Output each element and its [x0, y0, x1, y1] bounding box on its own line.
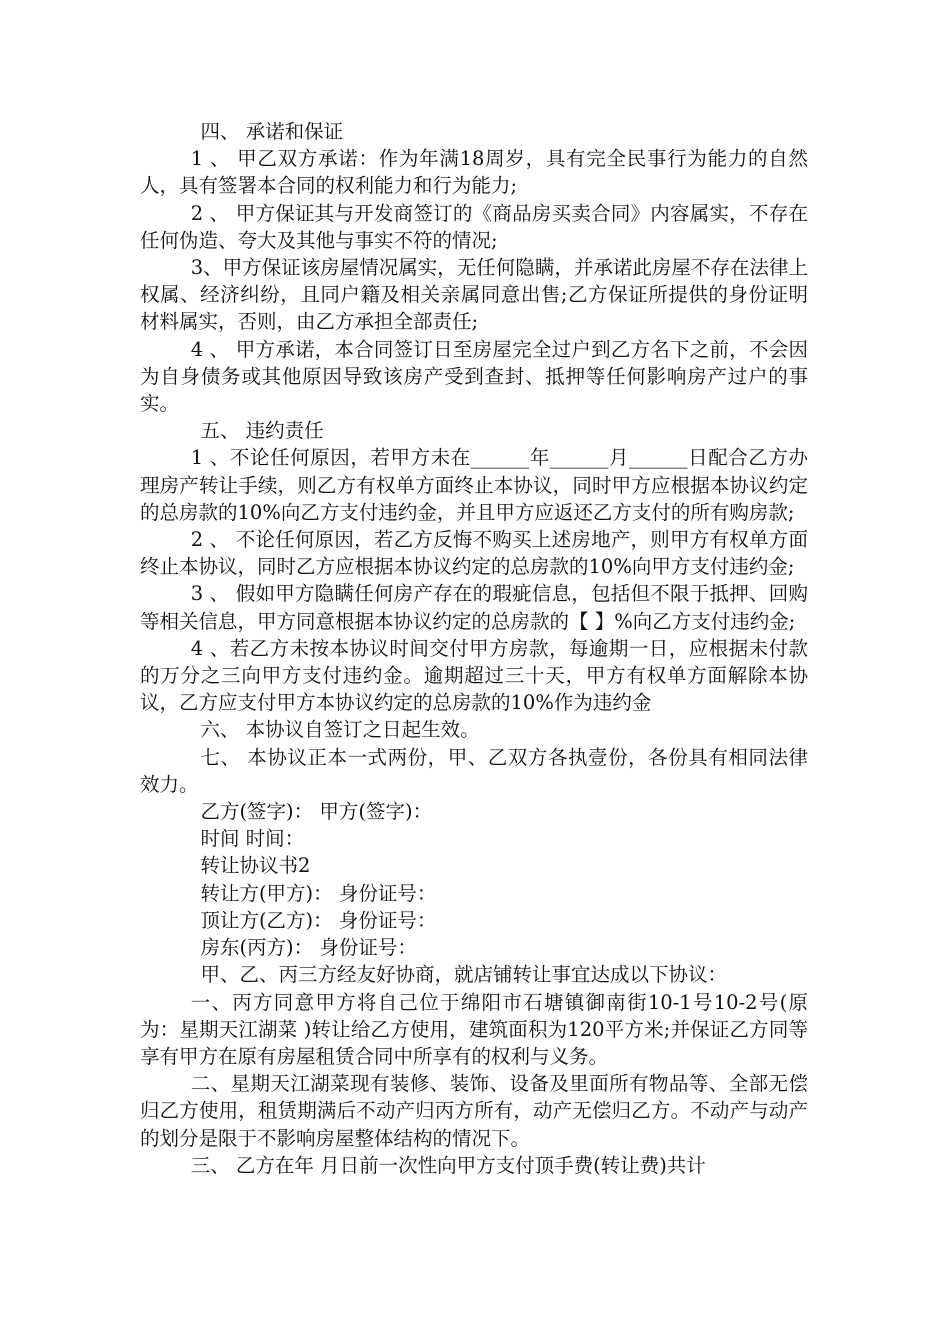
document-body — [140, 118, 808, 1179]
clause-4-4: 4 、 甲方承诺，本合同签订日至房屋完全过户到乙方名下之前，不会因为自身债务或其他原因导致该房产受到查封、抵押等任何影响房产过户的事实。 — [140, 337, 808, 416]
section-heading-4: 四、 承诺和保证 — [200, 120, 344, 143]
clause-4-1: 1 、 甲乙双方承诺：作为年满18周岁，具有完全民事行为能力的自然人，具有签署本合同的权利能力和行为能力; — [140, 147, 808, 198]
signature-line: 乙方(签字)： 甲方(签字)： — [200, 800, 433, 824]
clause-5-3: 3 、 假如甲方隐瞒任何房产存在的瑕疵信息，包括但不限于抵押、回购等相关信息，甲方同意根据本协议约定的总房款的【 】%向乙方支付违约金; — [140, 582, 808, 633]
preamble: 甲、乙、丙三方经友好协商，就店铺转让事宜达成以下协议： — [200, 963, 727, 987]
section-heading-7: 七、 本协议正本一式两份，甲、乙双方各执壹份，各份具有相同法律效力。 — [140, 745, 808, 796]
date-line: 时间 时间： — [200, 827, 305, 851]
clause-5-1: 1 、不论任何原因，若甲方未在______年______月______日配合乙方办理房产转让手续，则乙方有权单方面终止本协议，同时甲方应根据本协议约定的总房款的10%向乙方支付违约金，并且甲方应返还乙方支付的所有购房款; — [140, 446, 808, 524]
section-heading-5: 五、 违约责任 — [200, 419, 324, 443]
section-heading-6: 六、 本协议自签订之日起生效。 — [200, 718, 480, 742]
clause-4-2: 2 、 甲方保证其与开发商签订的《商品房买卖合同》内容属实，不存在任何伪造、夸大及其他与事实不符的情况; — [140, 201, 808, 252]
party-b-line: 顶让方(乙方)： 身份证号： — [200, 908, 437, 932]
article-2: 二、星期天江湖菜现有装修、装饰、设备及里面所有物品等、全部无偿归乙方使用，租赁期满后不动产归丙方所有，动产无偿归乙方。不动产与动产的划分是限于不影响房屋整体结构的情况下。 — [140, 1072, 808, 1150]
clause-5-4: 4 、若乙方未按本协议时间交付甲方房款，每逾期一日，应根据未付款的万分之三向甲方支付违约金。逾期超过三十天，甲方有权单方面解除本协议，乙方应支付甲方本协议约定的总房款的10%作为违约金 — [140, 636, 808, 715]
article-3: 三、 乙方在年 月日前一次性向甲方支付顶手费(转让费)共计 — [190, 1153, 706, 1177]
agreement-title-2: 转让协议书2 — [200, 854, 311, 878]
article-1: 一、丙方同意甲方将自己位于绵阳市石塘镇御南街10-1号10-2号(原为：星期天江湖菜 )转让给乙方使用，建筑面积为120平方米;并保证乙方同等享有甲方在原有房屋租赁合同中所享有的权利与义务。 — [140, 990, 808, 1068]
clause-5-2: 2 、 不论任何原因，若乙方反悔不购买上述房地产，则甲方有权单方面终止本协议，同时乙方应根据本协议约定的总房款的10%向甲方支付违约金; — [140, 528, 808, 579]
party-c-line: 房东(丙方)： 身份证号： — [200, 936, 417, 960]
clause-4-3: 3、甲方保证该房屋情况属实，无任何隐瞒，并承诺此房屋不存在法律上权属、经济纠纷，且同户籍及相关亲属同意出售;乙方保证所提供的身份证明材料属实，否则，由乙方承担全部责任; — [140, 256, 808, 334]
party-a-line: 转让方(甲方)： 身份证号： — [200, 881, 437, 905]
